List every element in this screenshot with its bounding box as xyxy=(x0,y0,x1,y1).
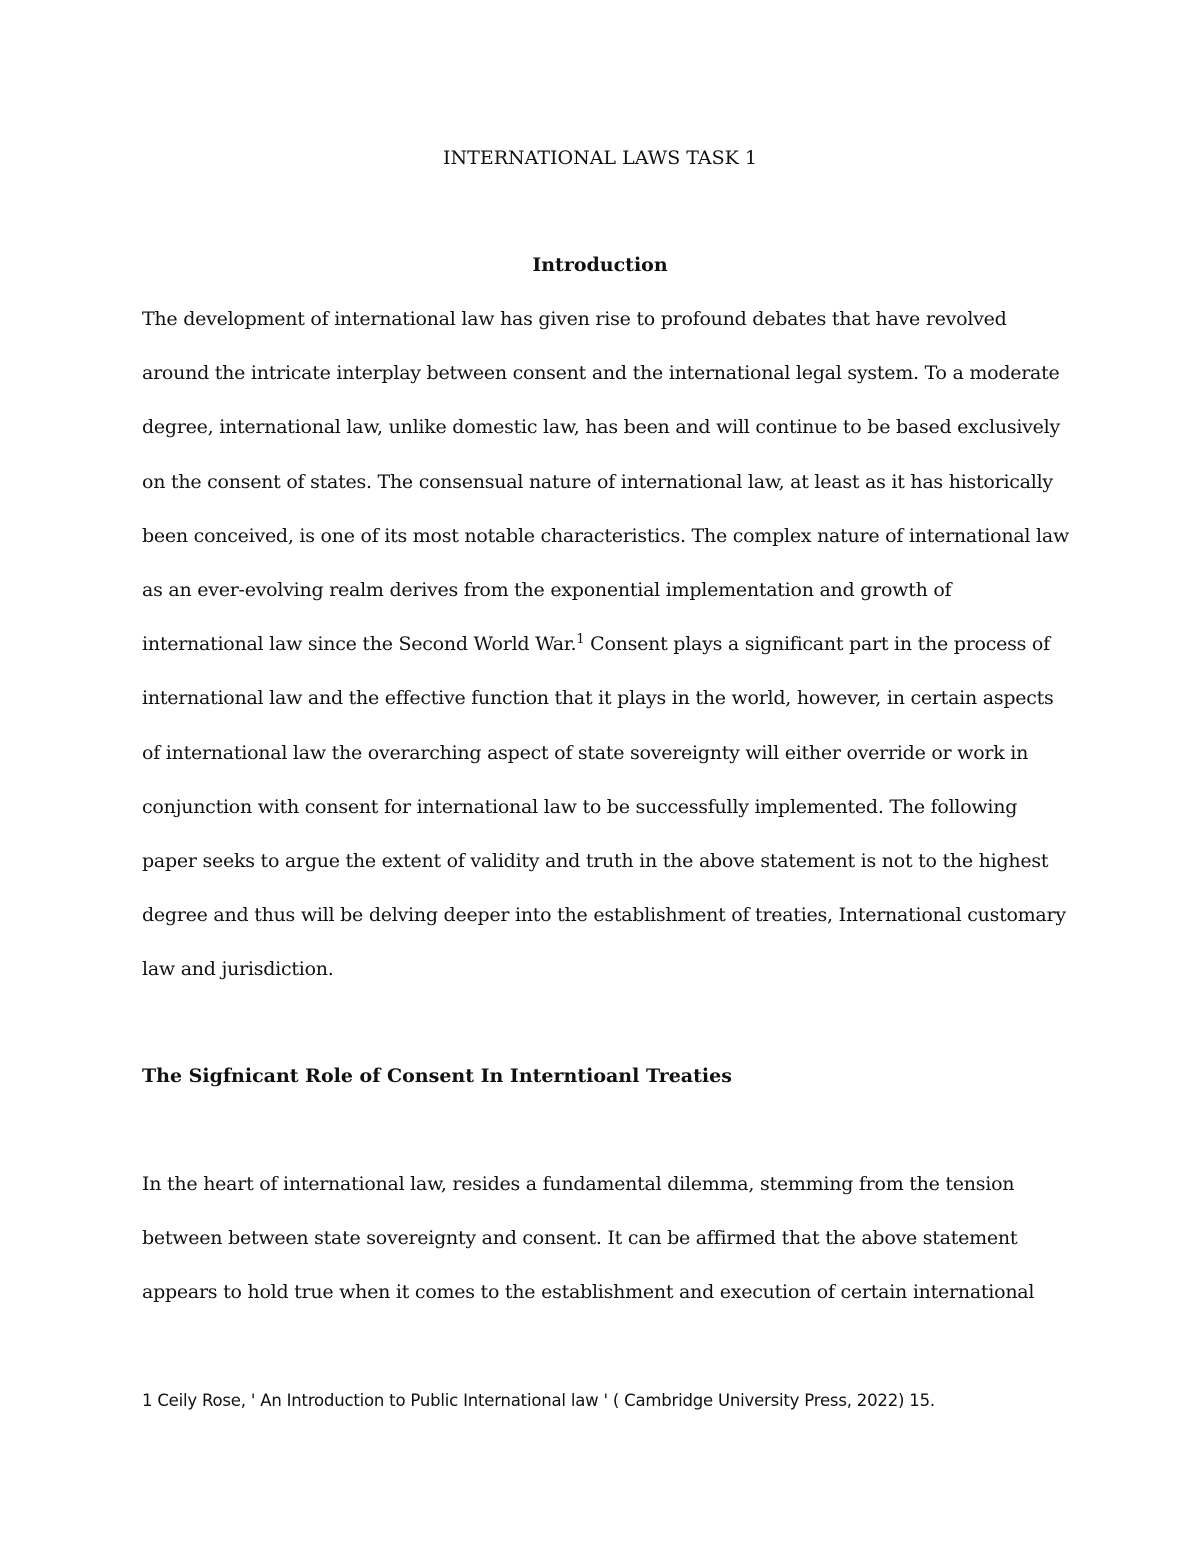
footnote: 1 Ceily Rose, ' An Introduction to Public International law ' ( Cambridge University Press, 2022) 15. xyxy=(142,1391,935,1410)
treaties-heading: The Sigfnicant Role of Consent In Interntioanl Treaties xyxy=(142,1065,732,1087)
document-title: INTERNATIONAL LAWS TASK 1 xyxy=(443,147,757,169)
footnote-reference: 1 xyxy=(576,632,585,648)
treaties-paragraph: In the heart of international law, resides a fundamental dilemma, stemming from the tension between between state sovereignty and consent. It can be affirmed that the above statement appears to hold true when it comes to the establishment and execution of certain international xyxy=(142,1173,1035,1304)
introduction-text-part-1: The development of international law has given rise to profound debates that have revolved around the intricate interplay between consent and the international legal system. To a moderate degree, international law, unlike domestic law, has been and will continue to be based exclusively on the consent of states. The consensual nature of international law, at least as it has historically been conceived, is one of its most notable characteristics. The complex nature of international law as an ever-evolving realm derives from the exponential implementation and growth of international law since the Second World War. xyxy=(142,308,1069,656)
introduction-text-part-2: Consent plays a significant part in the process of international law and the effective function that it plays in the world, however, in certain aspects of international law the overarching aspect of state sovereignty will either override or work in conjunction with consent for international law to be successfully implemented. The following paper seeks to argue the extent of validity and truth in the above statement is not to the highest degree and thus will be delving deeper into the establishment of treaties, International customary law and jurisdiction. xyxy=(142,633,1066,981)
introduction-paragraph xyxy=(142,292,1072,997)
introduction-heading: Introduction xyxy=(532,254,668,276)
